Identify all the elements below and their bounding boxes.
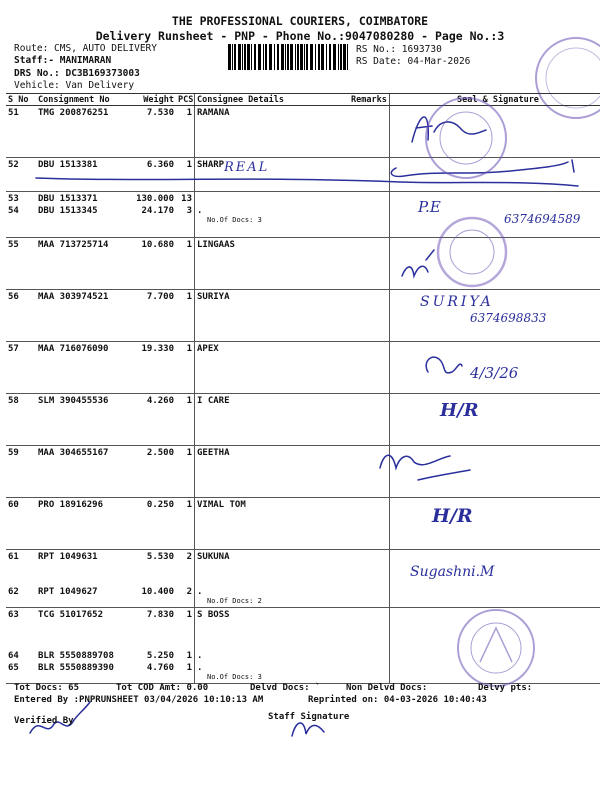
row-consignment: [36, 585, 122, 607]
row-consignee: [195, 497, 350, 549]
barcode-bar: [254, 44, 256, 70]
row-seal: [390, 289, 600, 341]
row-pcs-text: 2: [186, 587, 192, 597]
row-consignment-text: BLR 5550889390: [38, 663, 114, 673]
row-consignment-text: DBU 1513381: [38, 160, 98, 170]
row-weight: [122, 649, 176, 661]
row-consignment: [36, 158, 122, 192]
row-sno: [6, 497, 36, 549]
row-consignee: [195, 106, 350, 158]
row-weight: [122, 158, 176, 192]
row-consignment: [36, 445, 122, 497]
barcode-bar: [281, 44, 284, 70]
barcode-bar: [321, 44, 324, 70]
row-weight: [122, 661, 176, 683]
row-remarks: [349, 237, 390, 289]
row-remarks: [349, 106, 390, 158]
row-consignment: [36, 649, 122, 661]
row-consignee: [195, 204, 350, 237]
row-sno-text: 57: [8, 343, 19, 354]
row-consignment: [36, 192, 122, 205]
barcode-bar: [306, 44, 308, 70]
table-row: [6, 661, 600, 683]
row-consignee-text: VIMAL TOM: [197, 499, 246, 510]
row-pcs: [176, 158, 195, 192]
row-weight-text: 7.830: [146, 609, 174, 620]
row-seal: [390, 158, 600, 192]
row-pcs-text: 1: [186, 108, 192, 118]
row-seal: [390, 204, 600, 237]
barcode-bar: [326, 44, 327, 70]
row-weight-text: 5.530: [146, 551, 174, 562]
row-pcs: [176, 549, 195, 585]
row-consignment-text: TMG 200876251: [38, 108, 109, 118]
row-pcs-text: 1: [186, 651, 192, 661]
row-remarks: [349, 204, 390, 237]
row-remarks: [349, 341, 390, 393]
barcode-bar: [340, 44, 342, 70]
barcode-bar: [318, 44, 320, 70]
barcode-image: [228, 44, 352, 70]
row-pcs-text: 1: [186, 239, 192, 250]
row-weight: [122, 289, 176, 341]
barcode-bar: [242, 44, 243, 70]
row-consignee-text: LINGAAS: [197, 239, 235, 250]
row-weight-text: 19.330: [141, 343, 174, 354]
row-sno: [6, 607, 36, 649]
row-consignee-text: S BOSS: [197, 609, 230, 620]
row-consignee-text: GEETHA: [197, 447, 230, 458]
table-row: [6, 497, 600, 549]
table-header-row: [6, 94, 600, 106]
row-sno-text: 61: [8, 551, 19, 562]
row-weight-text: 10.400: [141, 587, 174, 597]
barcode-bar: [228, 44, 231, 70]
row-weight-text: 7.530: [146, 108, 174, 118]
row-pcs-text: 1: [186, 160, 192, 170]
col-pcs: PCS: [178, 94, 194, 105]
row-pcs: [176, 649, 195, 661]
row-consignee: [195, 158, 350, 192]
row-sno-text: 51: [8, 108, 19, 118]
row-consignee-text: I CARE: [197, 395, 230, 406]
row-consignee: [195, 445, 350, 497]
row-seal: [390, 106, 600, 158]
delvd-docs: Delvd Docs: `: [250, 683, 321, 693]
route-label: Route: CMS, AUTO DELIVERY: [14, 43, 157, 54]
table-row: [6, 393, 600, 445]
barcode-bar: [238, 44, 241, 70]
row-consignee-text: SUKUNA: [197, 551, 230, 562]
row-sno-text: 54: [8, 206, 19, 216]
table-row: [6, 106, 600, 158]
handwritten-real: REAL: [224, 160, 270, 175]
row-consignment: [36, 607, 122, 649]
barcode-bar: [315, 44, 316, 70]
rs-date: RS Date: 04-Mar-2026: [356, 56, 471, 67]
tot-docs: Tot Docs: 65: [14, 683, 80, 693]
row-pcs: [176, 497, 195, 549]
row-pcs: [176, 661, 195, 683]
row-consignment: [36, 393, 122, 445]
handwritten-sugashni: Sugashni.M: [410, 564, 495, 580]
row-weight-text: 6.360: [146, 160, 174, 170]
table-row: [6, 445, 600, 497]
row-consignment-text: DBU 1513371: [38, 194, 98, 204]
row-seal: [390, 237, 600, 289]
row-pcs-text: 3: [186, 206, 192, 216]
entered-by: Entered By :PNPRUNSHEET 03/04/2026 10:10:13 AM: [14, 695, 264, 705]
row-pcs-text: 1: [186, 343, 192, 354]
row-sno-text: 56: [8, 291, 19, 302]
row-consignee: [195, 192, 350, 205]
barcode-bar: [310, 44, 313, 70]
barcode-bar: [295, 44, 296, 70]
barcode-bar: [263, 44, 264, 70]
row-pcs-text: 1: [186, 291, 192, 302]
row-remarks: [349, 607, 390, 649]
handwritten-hr-58: H/R: [440, 400, 479, 421]
barcode-bar: [297, 44, 299, 70]
row-weight: [122, 445, 176, 497]
barcode-bar: [244, 44, 246, 70]
row-seal: [390, 549, 600, 585]
verified-by: Verified By: [14, 716, 74, 726]
row-pcs: [176, 607, 195, 649]
row-sno: [6, 192, 36, 205]
row-sno: [6, 393, 36, 445]
row-consignee-text: .: [197, 663, 203, 673]
row-seal: [390, 497, 600, 549]
handwritten-pe: P.E: [418, 198, 441, 216]
row-pcs: [176, 393, 195, 445]
barcode-bar: [304, 44, 305, 70]
row-weight-text: 24.170: [141, 206, 174, 216]
no-of-docs: No.Of Docs: 2: [207, 597, 262, 605]
row-seal: [390, 607, 600, 649]
row-pcs: [176, 204, 195, 237]
row-sno-text: 60: [8, 499, 19, 510]
barcode-bar: [269, 44, 272, 70]
barcode-bar: [274, 44, 275, 70]
row-sno: [6, 341, 36, 393]
row-remarks: [349, 158, 390, 192]
row-consignee: [195, 607, 350, 649]
reprinted-on: Reprinted on: 04-03-2026 10:40:43: [308, 695, 487, 705]
row-consignment: [36, 237, 122, 289]
row-weight: [122, 341, 176, 393]
row-consignment: [36, 661, 122, 683]
no-of-docs: No.Of Docs: 3: [207, 673, 262, 681]
row-pcs: [176, 237, 195, 289]
barcode-bar: [300, 44, 303, 70]
row-pcs: [176, 192, 195, 205]
row-sno: [6, 445, 36, 497]
row-remarks: [349, 192, 390, 205]
row-seal: [390, 661, 600, 683]
row-sno-text: 58: [8, 395, 19, 406]
row-pcs-text: 1: [186, 609, 192, 620]
row-seal: [390, 393, 600, 445]
row-weight: [122, 204, 176, 237]
col-consignee: Consignee Details: [195, 94, 350, 106]
row-seal: [390, 341, 600, 393]
table-row: [6, 289, 600, 341]
row-weight-text: 10.680: [141, 239, 174, 250]
row-consignee: [195, 661, 350, 683]
row-pcs-text: 1: [186, 663, 192, 673]
row-consignment-text: MAA 713725714: [38, 239, 109, 250]
barcode-bar: [338, 44, 339, 70]
barcode-bar: [251, 44, 252, 70]
barcode-bar: [247, 44, 250, 70]
row-consignee: [195, 341, 350, 393]
rs-number: RS No.: 1693730: [356, 44, 442, 55]
row-remarks: [349, 585, 390, 607]
staff-label: Staff:- MANIMARAN: [14, 55, 112, 66]
row-remarks: [349, 289, 390, 341]
row-consignment-text: MAA 304655167: [38, 447, 109, 458]
row-weight: [122, 393, 176, 445]
row-weight: [122, 192, 176, 205]
row-pcs-text: 1: [186, 447, 192, 458]
table-row: [6, 607, 600, 649]
row-weight-text: 4.760: [146, 663, 174, 673]
row-remarks: [349, 393, 390, 445]
row-weight-text: 4.260: [146, 395, 174, 406]
row-sno: [6, 158, 36, 192]
row-consignee: [195, 289, 350, 341]
barcode-bar: [343, 44, 346, 70]
row-consignee-text: .: [197, 651, 203, 661]
handwritten-phone-56: 6374698833: [470, 311, 547, 325]
row-sno: [6, 204, 36, 237]
company-title: THE PROFESSIONAL COURIERS, COIMBATORE: [171, 14, 429, 28]
tot-cod-amt: Tot COD Amt: 0.00: [116, 683, 209, 693]
delvy-pts: Delvy pts:: [478, 683, 533, 693]
row-consignee: [195, 585, 350, 607]
col-remarks: Remarks: [349, 94, 390, 106]
vehicle-label: Vehicle: Van Delivery: [14, 80, 135, 91]
row-consignment-text: TCG 51017652: [38, 609, 104, 620]
barcode-bar: [234, 44, 236, 70]
row-seal: [390, 649, 600, 661]
handwritten-date-57: 4/3/26: [470, 364, 519, 382]
row-consignment: [36, 341, 122, 393]
no-of-docs: No.Of Docs: 3: [207, 216, 262, 224]
row-pcs-text: 1: [186, 499, 192, 510]
row-sno: [6, 585, 36, 607]
row-sno: [6, 649, 36, 661]
row-weight: [122, 585, 176, 607]
runsheet-subtitle: Delivery Runsheet - PNP - Phone No.:9047080280 - Page No.:3: [95, 29, 505, 43]
row-weight-text: 2.500: [146, 447, 174, 458]
row-consignment: [36, 106, 122, 158]
barcode-bar: [285, 44, 286, 70]
row-seal: [390, 445, 600, 497]
row-weight: [122, 497, 176, 549]
runsheet-table: [6, 93, 600, 684]
staff-signature: Staff Signature: [268, 712, 350, 722]
row-consignment-text: RPT 1049627: [38, 587, 98, 597]
row-sno: [6, 106, 36, 158]
barcode-bar: [287, 44, 289, 70]
row-pcs: [176, 289, 195, 341]
col-consignment: Consignment No: [36, 94, 122, 106]
row-weight: [122, 237, 176, 289]
table-row: [6, 237, 600, 289]
non-delvd-docs: Non Delvd Docs:: [346, 683, 428, 693]
row-remarks: [349, 661, 390, 683]
row-consignee: [195, 393, 350, 445]
row-pcs: [176, 445, 195, 497]
row-consignee-text: RAMANA: [197, 108, 230, 118]
handwritten-hr-60: H/R: [432, 505, 473, 527]
row-consignment-text: PRO 18916296: [38, 499, 104, 510]
table-row: [6, 649, 600, 661]
row-seal: [390, 585, 600, 607]
row-weight: [122, 549, 176, 585]
row-sno-text: 62: [8, 587, 19, 597]
row-consignee-text: SHARP: [197, 160, 225, 170]
row-consignment-text: DBU 1513345: [38, 206, 98, 216]
barcode-bar: [258, 44, 261, 70]
row-sno-text: 55: [8, 239, 19, 250]
row-pcs: [176, 585, 195, 607]
row-consignee: [195, 649, 350, 661]
row-consignee-text: .: [197, 206, 203, 216]
barcode-bar: [329, 44, 331, 70]
barcode-bar: [277, 44, 279, 70]
row-consignment-text: RPT 1049631: [38, 551, 98, 562]
col-seal: Seal & Signature: [390, 94, 600, 106]
row-pcs-text: 1: [186, 395, 192, 406]
row-weight-text: 0.250: [146, 499, 174, 510]
row-consignee-text: .: [197, 587, 203, 597]
row-consignment-text: MAA 303974521: [38, 291, 109, 302]
table-row: [6, 204, 600, 237]
row-consignment: [36, 497, 122, 549]
row-consignment: [36, 289, 122, 341]
row-remarks: [349, 549, 390, 585]
row-sno-text: 53: [8, 194, 19, 204]
row-consignment: [36, 204, 122, 237]
row-sno-text: 65: [8, 663, 19, 673]
row-sno: [6, 289, 36, 341]
row-consignee-text: APEX: [197, 343, 219, 354]
barcode-bar: [290, 44, 293, 70]
row-remarks: [349, 497, 390, 549]
table-row: [6, 549, 600, 585]
drs-label: DRS No.: DC3B169373003: [14, 68, 140, 79]
barcode-bar: [265, 44, 267, 70]
col-weight: Weight: [122, 94, 176, 106]
row-weight: [122, 607, 176, 649]
table-row: [6, 585, 600, 607]
row-consignee: [195, 237, 350, 289]
row-weight-text: 130.000: [136, 194, 174, 204]
row-consignee-text: SURIYA: [197, 291, 230, 302]
row-weight-text: 5.250: [146, 651, 174, 661]
row-pcs-text: 2: [186, 551, 192, 562]
col-sno: S No: [6, 94, 36, 106]
row-remarks: [349, 649, 390, 661]
row-sno-text: 52: [8, 160, 19, 170]
row-remarks: [349, 445, 390, 497]
table-row: [6, 192, 600, 205]
row-weight: [122, 106, 176, 158]
barcode-bar: [333, 44, 336, 70]
barcode-bar: [347, 44, 348, 70]
row-seal: [390, 192, 600, 205]
row-consignee: [195, 549, 350, 585]
row-consignment-text: SLM 390455536: [38, 395, 109, 406]
handwritten-phone-53: 6374694589: [504, 212, 581, 226]
row-pcs: [176, 106, 195, 158]
row-consignment-text: BLR 5550889708: [38, 651, 114, 661]
signature-staff: [292, 723, 324, 736]
row-consignment-text: MAA 716076090: [38, 343, 109, 354]
row-sno-text: 59: [8, 447, 19, 458]
row-sno: [6, 661, 36, 683]
row-consignment: [36, 549, 122, 585]
table-row: [6, 341, 600, 393]
row-sno-text: 64: [8, 651, 19, 661]
row-sno: [6, 549, 36, 585]
row-pcs-text: 13: [181, 194, 192, 204]
handwritten-suriya: SURIYA: [420, 294, 494, 310]
row-sno-text: 63: [8, 609, 19, 620]
row-weight-text: 7.700: [146, 291, 174, 302]
table-row: [6, 158, 600, 192]
row-sno: [6, 237, 36, 289]
barcode-bar: [232, 44, 233, 70]
row-pcs: [176, 341, 195, 393]
